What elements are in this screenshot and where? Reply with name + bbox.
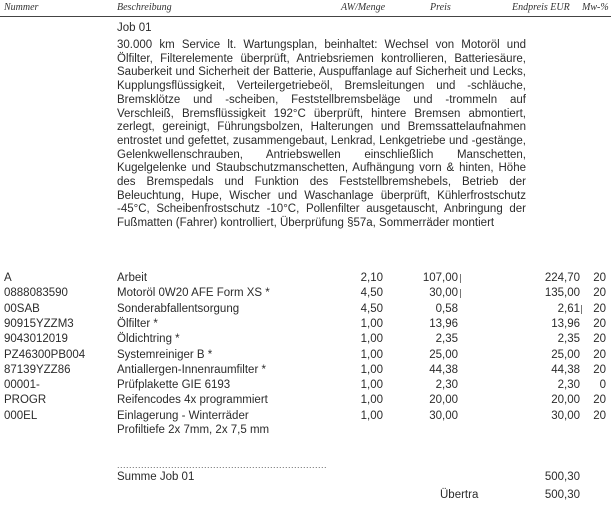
col-header-aw-quantity: AW/Menge	[341, 2, 386, 13]
item-description: Sonderabfallentsorgung	[117, 302, 240, 315]
item-total: 13,96	[551, 317, 580, 330]
item-number: PROGR	[4, 394, 47, 407]
item-number: 000EL	[4, 409, 38, 422]
table-row	[0, 332, 611, 346]
table-row	[0, 302, 611, 316]
item-total: 135,00	[544, 287, 580, 300]
col-header-number: Nummer	[4, 2, 39, 13]
job-sum-value: 500,30	[544, 471, 580, 483]
item-price: 20,00	[429, 394, 458, 407]
item-description-line2: Profiltiefe 2x 7mm, 2x 7,5 mm	[117, 423, 270, 436]
item-price: 2,30	[435, 379, 458, 392]
item-price: 2,35	[435, 333, 458, 346]
item-description: Öldichtring *	[117, 333, 180, 346]
item-quantity: 1,00	[360, 348, 383, 361]
item-total: 25,00	[551, 348, 580, 361]
item-total: 44,38	[551, 363, 580, 376]
item-vat: 20	[593, 394, 606, 407]
item-description: Ölfilter *	[117, 317, 158, 330]
item-description: Einlagerung - Winterräder	[117, 409, 249, 422]
item-description: Prüfplakette GIE 6193	[117, 379, 231, 392]
job-sum-label: Summe Job 01	[117, 471, 195, 483]
dotted-separator: ......................................................................	[117, 460, 328, 470]
carry-over-label: Übertra	[440, 489, 479, 501]
table-row	[0, 409, 611, 436]
item-number: 90915YZZM3	[4, 317, 74, 330]
table-row	[0, 348, 611, 362]
item-vat: 20	[593, 317, 606, 330]
item-number: 87139YZZ86	[4, 363, 71, 376]
table-row	[0, 271, 611, 285]
item-vat: 20	[593, 348, 606, 361]
item-quantity: 1,00	[360, 379, 383, 392]
carry-over-value: 500,30	[544, 489, 580, 501]
item-price: 25,00	[429, 348, 458, 361]
item-vat: 20	[593, 302, 606, 315]
table-row	[0, 317, 611, 331]
scan-tick-mark	[581, 305, 582, 314]
item-quantity: 1,00	[360, 409, 383, 422]
job-sum-row	[0, 470, 611, 484]
item-vat: 0	[599, 379, 606, 392]
item-total: 30,00	[551, 409, 580, 422]
item-quantity: 1,00	[360, 394, 383, 407]
item-quantity: 1,00	[360, 317, 383, 330]
item-description: Reifencodes 4x programmiert	[117, 394, 268, 407]
header-rule	[0, 16, 611, 17]
item-description: Arbeit	[117, 272, 148, 284]
scan-tick-mark	[460, 289, 461, 298]
item-price: 107,00	[422, 272, 458, 284]
item-price: 44,38	[429, 363, 458, 376]
item-price: 0,58	[435, 302, 458, 315]
table-row	[0, 393, 611, 407]
job-title: Job 01	[117, 22, 152, 34]
table-row	[0, 286, 611, 300]
item-price: 30,00	[429, 287, 458, 300]
item-total: 2,30	[557, 379, 580, 392]
item-price: 30,00	[429, 409, 458, 422]
item-number: PZ46300PB004	[4, 348, 86, 361]
table-row	[0, 363, 611, 377]
item-vat: 20	[593, 333, 606, 346]
item-total: 20,00	[551, 394, 580, 407]
col-header-vat: Mw-%	[582, 2, 609, 13]
item-price: 13,96	[429, 317, 458, 330]
scan-tick-mark	[460, 274, 461, 283]
item-total: 2,35	[557, 333, 580, 346]
job-description: 30.000 km Service lt. Wartungsplan, beinhaltet: Wechsel von Motoröl und Ölfilter, Filterelemente überprüft, Antriebsriemen kontrollieren, Batteriesäure, Sauberkeit und Sicherheit der Batterie, Auspuffanlage auf Sicherheit und Lecks, Kupplungsflüssigkeit, Verteilergetriebeöl, Bremsleitungen und -schläuche, Bremsklötze und -scheiben, Feststellbremsbeläge und -trommeln auf Verschleiß, Bremsflüssigkeit 192°C überprüft, hintere Bremsen abmontiert, zerlegt, gereinigt, Führungsbolzen, Halterungen und Bremssattelaufnahmen entrostet und gefettet, zusammengebaut, Lenkrad, Lenkgetriebe und -gestänge, Gelenkwellenschrauben, Antriebswellen einschließlich Manschetten, Kugelgelenke und Staubschutzmanschetten, Aufhängung vorn & hinten, Höhe des Bremspedals und Funktion des Feststellbremshebels, Betrieb der Beleuchtung, Hupe, Wischer und Waschanlage überprüft, Kühlerfrostschutz -45°C, Scheibenfrostschutz -10°C, Pollenfilter ausgetauscht, Anbringung der Fußmatten (Fahrer) kontrolliert, Überprüfung §57a, Sommerräder montiert	[117, 39, 526, 230]
item-number: 00SAB	[4, 302, 40, 315]
table-row	[0, 378, 611, 392]
item-number: A	[4, 272, 12, 284]
item-vat: 20	[593, 363, 606, 376]
item-quantity: 1,00	[360, 333, 383, 346]
item-number: 0888083590	[4, 287, 68, 300]
item-number: 9043012019	[4, 333, 68, 346]
item-number: 00001-	[4, 379, 40, 392]
col-header-price: Preis	[430, 2, 451, 13]
item-quantity: 1,00	[360, 363, 383, 376]
item-quantity: 4,50	[360, 302, 383, 315]
item-total: 2,61	[557, 302, 580, 315]
item-total: 224,70	[544, 272, 580, 284]
col-header-final-price: Endpreis EUR	[512, 2, 570, 13]
item-quantity: 2,10	[360, 272, 383, 284]
item-quantity: 4,50	[360, 287, 383, 300]
carry-over-row	[0, 488, 611, 502]
col-header-description: Beschreibung	[117, 2, 172, 13]
item-vat: 20	[593, 409, 606, 422]
item-description: Antiallergen-Innenraumfilter *	[117, 363, 266, 376]
item-vat: 20	[593, 272, 606, 284]
item-vat: 20	[593, 287, 606, 300]
item-description: Motoröl 0W20 AFE Form XS *	[117, 287, 270, 300]
item-description: Systemreiniger B *	[117, 348, 213, 361]
